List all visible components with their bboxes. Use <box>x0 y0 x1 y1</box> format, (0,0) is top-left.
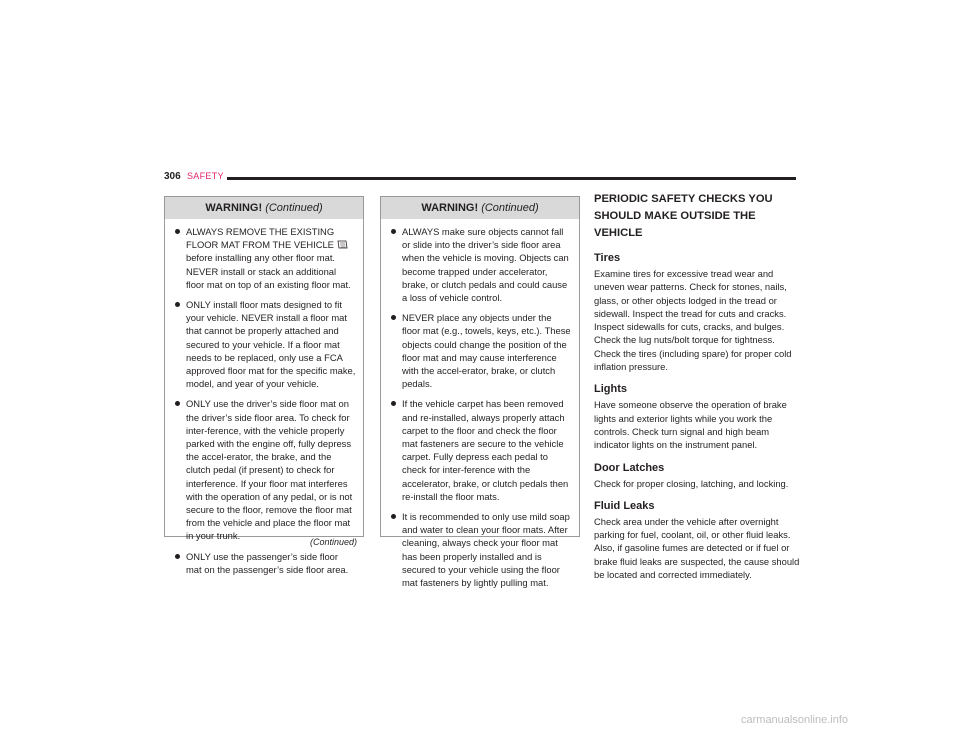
subsection-body: Check for proper closing, latching, and locking. <box>594 477 789 489</box>
warning-item: ALWAYS REMOVE THE EXISTING FLOOR MAT FROM THE VEHICLE before installing any other floor mat. NEVER install or stack an additional floor mat on top of an existing floor mat. <box>175 225 356 291</box>
continued-label: (Continued) <box>310 537 358 547</box>
warning-item: ONLY use the driver’s side floor mat on the driver’s side floor area. To check for inter-ference, with the vehicle properly parked with the engine off, fully depress the accel-erator, the brake, and the clutch pedal (if present) to check for interference. If your floor mat interferes with the operation of any pedal, or is not secure to the floor, remove the floor mat from the vehicle and place the floor mat in your trunk. <box>175 397 356 542</box>
warning-title-suffix: (Continued) <box>265 202 323 214</box>
warning-header <box>381 197 579 219</box>
section-label: SAFETY <box>187 171 224 181</box>
warning-title: WARNING! <box>421 202 479 214</box>
floor-mat-icon <box>337 239 348 248</box>
warning-item: If the vehicle carpet has been removed and re-installed, always properly attach carpet to the floor and check the floor mat fasteners are secure to the vehicle carpet. Fully depress each pedal to check for inter-ference with the accelerator, brake, or clutch pedals then re-install the floor mats. <box>391 397 572 503</box>
subsection-title: Lights <box>594 383 627 396</box>
warning-item: ONLY install floor mats designed to fit your vehicle. NEVER install a floor mat that cannot be properly attached and secured to your vehicle. If a floor mat needs to be replaced, only use a FCA approved floor mat for the specific make, model, and year of your vehicle. <box>175 298 356 390</box>
warning-item: ALWAYS make sure objects cannot fall or slide into the driver’s side floor area when the vehicle is moving. Objects can become trapped under accelerator, brake, or clutch pedals and could cause a loss of vehicle control. <box>391 225 572 304</box>
watermark: carmanualsonline.info <box>741 714 849 726</box>
header-rule <box>227 177 796 180</box>
subsection-body: Have someone observe the operation of brake lights and exterior lights while you work the controls. Check turn signal and high beam indicator lights on the instrument panel. <box>594 399 787 451</box>
subsection-title: Door Latches <box>594 461 665 474</box>
warning-item: It is recommended to only use mild soap and water to clean your floor mats. After cleaning, always check your floor mat has been properly installed and is secured to your vehicle using the floor mat fasteners by lightly pulling mat. <box>391 510 572 589</box>
warning-header <box>165 197 363 219</box>
right-column <box>594 191 800 581</box>
subsection-body: Examine tires for excessive tread wear and uneven wear patterns. Check for stones, nails, glass, or other objects lodged in the tread or sidewall. Inspect the tread for cuts and cracks. Inspect sidewalls for cuts, cracks, and bulges. Check the lug nuts/bolt torque for tightness. Check the tires (including spare) for proper cold inflation pressure. <box>594 268 792 373</box>
subsection-body: Check area under the vehicle after overnight parking for fuel, coolant, oil, or other fluid leaks. Also, if gasoline fumes are detected or if fuel or brake fluid leaks are suspected, the cause should be located and corrected immediately. <box>594 515 800 581</box>
subsection-title: Fluid Leaks <box>594 499 655 512</box>
subsection-title: Tires <box>594 252 621 264</box>
warning-title-suffix: (Continued) <box>481 202 539 214</box>
warning-box-left <box>164 196 364 575</box>
page-header <box>164 171 796 185</box>
warning-item: NEVER place any objects under the floor mat (e.g., towels, keys, etc.). These objects could change the position of the floor mat and may cause interference with the accel-erator, brake, or clutch pedals. <box>391 311 572 390</box>
warning-box-middle <box>380 196 580 589</box>
warning-list <box>381 219 579 602</box>
warning-title: WARNING! <box>205 202 263 214</box>
section-heading: PERIODIC SAFETY CHECKS YOU SHOULD MAKE OUTSIDE THE VEHICLE <box>594 193 773 239</box>
warning-item: ONLY use the passenger’s side floor mat on the passenger’s side floor area. <box>175 550 356 576</box>
page-number: 306 <box>164 171 181 182</box>
warning-list <box>165 219 363 589</box>
